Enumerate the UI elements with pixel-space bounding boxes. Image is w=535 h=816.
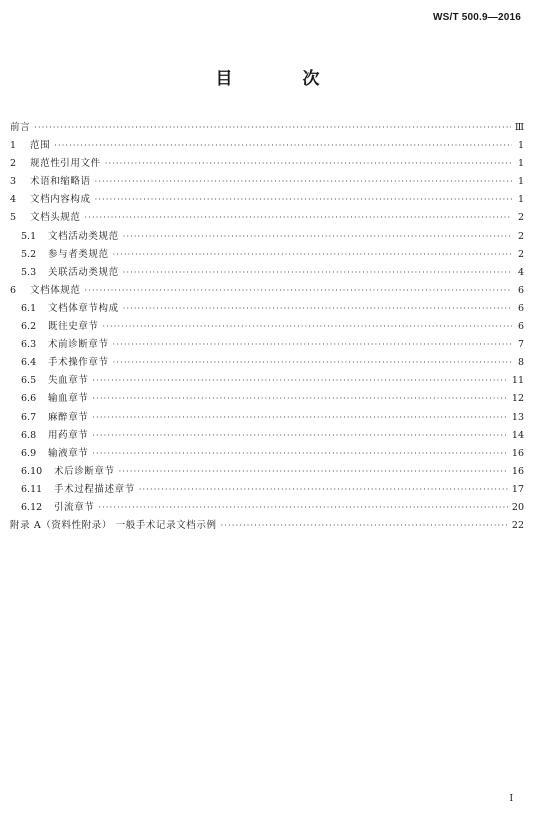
dot-leader: [85, 211, 512, 224]
dot-leader: [119, 465, 508, 478]
toc-entry[interactable]: [10, 447, 524, 465]
toc-entry-number: 6.10: [21, 465, 43, 477]
toc-entry-label: 用药章节: [48, 429, 89, 441]
toc-entry[interactable]: [10, 374, 524, 392]
toc-entry-number: 6.1: [21, 302, 37, 314]
toc-entry[interactable]: [10, 211, 524, 229]
toc-entry-number: 4: [10, 194, 17, 206]
toc-entry-page: 22: [511, 520, 524, 532]
toc-entry-page: 20: [511, 501, 524, 513]
dot-leader: [123, 266, 512, 279]
dot-leader: [95, 175, 512, 188]
toc-entry-number: 5.3: [21, 266, 37, 278]
toc-entry-page: 1: [517, 194, 524, 206]
toc-entry-label: 文档体规范: [30, 284, 81, 296]
toc-entry-page: 4: [517, 266, 524, 278]
dot-leader: [92, 374, 508, 387]
toc-entry[interactable]: [10, 121, 524, 139]
toc-entry-page: 16: [511, 465, 524, 477]
toc-entry[interactable]: [10, 175, 524, 193]
toc-entry-label: 术前诊断章节: [48, 339, 109, 351]
toc-entry-page: 1: [517, 176, 524, 188]
standard-code: WS/T 500.9—2016: [432, 12, 521, 23]
toc-entry-label: 手术操作章节: [48, 357, 109, 369]
dot-leader: [113, 248, 512, 261]
toc-entry-number: 6.3: [21, 339, 37, 351]
toc-entry-label: 规范性引用文件: [30, 158, 101, 170]
dot-leader: [92, 447, 508, 460]
toc-entry[interactable]: [10, 193, 524, 211]
toc-entry-label: 参与者类规范: [48, 248, 109, 260]
toc-entry-label: 文档头规范: [30, 212, 81, 224]
toc-entry-number: 6.4: [21, 357, 37, 369]
toc-entry-number: 2: [10, 158, 17, 170]
dot-leader: [92, 392, 508, 405]
toc-entry[interactable]: [10, 392, 524, 410]
toc-entry-number: 5.2: [21, 248, 37, 260]
toc-entry[interactable]: [10, 483, 524, 501]
dot-leader: [54, 139, 512, 152]
dot-leader: [98, 501, 508, 514]
toc-entry-label: 文档内容构成: [30, 194, 91, 206]
toc-entry[interactable]: [10, 465, 524, 483]
toc-entry-page: Ⅲ: [514, 122, 524, 133]
dot-leader: [103, 320, 512, 333]
dot-leader: [92, 411, 508, 424]
toc-entry-label: 引流章节: [54, 501, 95, 513]
toc-entry-page: 13: [511, 411, 524, 423]
toc-entry-label: 术后诊断章节: [54, 465, 115, 477]
toc-entry[interactable]: [10, 519, 524, 537]
toc-entry[interactable]: [10, 356, 524, 374]
dot-leader: [113, 356, 512, 369]
toc-entry-number: 6.12: [21, 501, 43, 513]
dot-leader: [85, 284, 512, 297]
toc-entry-page: 7: [517, 339, 524, 351]
toc-entry-label: 关联活动类规范: [48, 266, 119, 278]
toc-entry-label: 文档活动类规范: [48, 230, 119, 242]
toc-entry-number: 6: [10, 284, 17, 296]
toc-entry[interactable]: [10, 139, 524, 157]
toc-entry-page: 8: [517, 357, 524, 369]
toc-entry-number: 6.8: [21, 429, 37, 441]
toc-entry-label: 既往史章节: [48, 321, 99, 333]
dot-leader: [92, 429, 508, 442]
toc-entry-page: 6: [517, 321, 524, 333]
toc-entry[interactable]: [10, 411, 524, 429]
toc-entry-page: 11: [511, 375, 524, 387]
toc-entry-number: 3: [10, 176, 17, 188]
toc-entry[interactable]: [10, 266, 524, 284]
toc-entry-page: 6: [517, 302, 524, 314]
toc-entry-label: 输液章节: [48, 447, 89, 459]
toc-entry[interactable]: [10, 320, 524, 338]
dot-leader: [113, 338, 512, 351]
toc-entry-label: 输血章节: [48, 393, 89, 405]
toc-entry[interactable]: [10, 302, 524, 320]
toc-entry-label: 麻醉章节: [48, 411, 89, 423]
page-title: 目 次: [215, 69, 352, 89]
toc-entry-page: 17: [511, 483, 524, 495]
dot-leader: [139, 483, 508, 496]
toc-entry-page: 2: [517, 230, 524, 242]
toc-entry-page: 6: [517, 284, 524, 296]
toc-entry-page: 2: [517, 212, 524, 224]
toc-entry-label: 手术过程描述章节: [54, 483, 135, 495]
toc-entry-label: 附录 A（资料性附录） 一般手术记录文档示例: [10, 520, 217, 532]
toc-entry-number: 5: [10, 212, 17, 224]
toc-entry-number: 6.2: [21, 321, 37, 333]
toc-entry-page: 1: [517, 140, 524, 152]
toc-entry[interactable]: [10, 230, 524, 248]
toc-entry-page: 16: [511, 447, 524, 459]
toc-entry-number: 6.11: [21, 483, 43, 495]
dot-leader: [105, 157, 512, 170]
toc-entry-label: 文档体章节构成: [48, 302, 119, 314]
toc-entry-label: 前言: [10, 122, 31, 133]
dot-leader: [34, 121, 511, 134]
toc-entry[interactable]: [10, 429, 524, 447]
toc-entry-number: 5.1: [21, 230, 37, 242]
toc-entry-number: 1: [10, 140, 17, 152]
toc-entry[interactable]: [10, 157, 524, 175]
toc-entry-number: 6.9: [21, 447, 37, 459]
table-of-contents: [10, 121, 524, 537]
toc-entry-page: 12: [511, 393, 524, 405]
toc-entry[interactable]: [10, 284, 524, 302]
dot-leader: [123, 302, 512, 315]
toc-entry-label: 范围: [30, 140, 51, 152]
toc-entry[interactable]: [10, 338, 524, 356]
toc-entry[interactable]: [10, 248, 524, 266]
toc-entry-label: 术语和缩略语: [30, 176, 91, 188]
toc-entry-page: 2: [517, 248, 524, 260]
dot-leader: [95, 193, 512, 206]
toc-entry-page: 14: [511, 429, 524, 441]
dot-leader: [123, 230, 512, 243]
toc-entry-number: 6.6: [21, 393, 37, 405]
toc-entry-number: 6.5: [21, 375, 37, 387]
dot-leader: [221, 519, 508, 532]
toc-entry-label: 失血章节: [48, 375, 89, 387]
toc-entry[interactable]: [10, 501, 524, 519]
toc-entry-number: 6.7: [21, 411, 37, 423]
toc-entry-page: 1: [517, 158, 524, 170]
page-number: I: [509, 794, 513, 804]
